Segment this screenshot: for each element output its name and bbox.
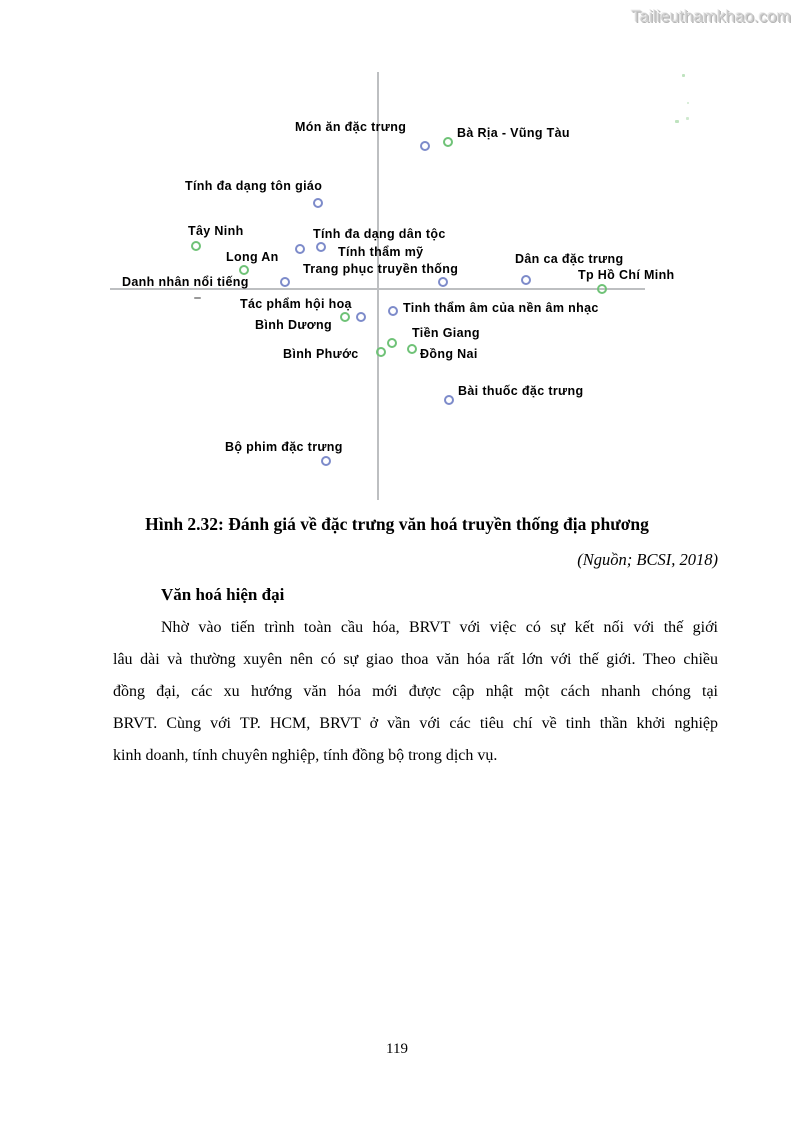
point-label: Tp Hồ Chí Minh bbox=[578, 268, 675, 282]
point-label: Tính đa dạng tôn giáo bbox=[185, 179, 323, 193]
point-label: Bình Dương bbox=[255, 318, 332, 332]
attribute-point bbox=[313, 198, 323, 208]
paragraph-line: lâu dài và thường xuyên nên có sự giao thoa văn hóa rất lớn với thế giới. Theo chiều bbox=[113, 651, 718, 668]
stray-mark bbox=[675, 120, 679, 123]
attribute-point bbox=[444, 395, 454, 405]
paragraph-line: BRVT. Cùng với TP. HCM, BRVT ở vần với các tiêu chí về tinh thần khởi nghiệp bbox=[113, 715, 718, 732]
source-note: (Nguồn; BCSI, 2018) bbox=[577, 550, 718, 569]
paragraph-line: kinh doanh, tính chuyên nghiệp, tính đồng bộ trong dịch vụ. bbox=[113, 747, 498, 764]
province-point bbox=[376, 347, 386, 357]
attribute-point bbox=[420, 141, 430, 151]
point-label: Trang phục truyền thống bbox=[303, 262, 459, 276]
point-label: Bà Rịa - Vũng Tàu bbox=[457, 126, 570, 140]
point-label: Tiền Giang bbox=[412, 326, 480, 340]
point-label: Bình Phước bbox=[283, 347, 359, 361]
province-point bbox=[340, 312, 350, 322]
stray-mark bbox=[686, 117, 689, 120]
attribute-point bbox=[295, 244, 305, 254]
point-label: Tinh thẩm âm của nền âm nhạc bbox=[403, 301, 599, 315]
body-paragraph bbox=[113, 612, 718, 772]
point-label: Dân ca đặc trưng bbox=[515, 252, 624, 266]
province-point bbox=[597, 284, 607, 294]
point-label: Bộ phim đặc trưng bbox=[225, 440, 343, 454]
y-axis-line bbox=[377, 72, 379, 500]
stray-mark bbox=[687, 102, 689, 104]
province-point bbox=[443, 137, 453, 147]
point-label: Tính đa dạng dân tộc bbox=[313, 227, 446, 241]
point-label: Danh nhân nổi tiếng bbox=[122, 275, 249, 289]
attribute-point bbox=[356, 312, 366, 322]
attribute-point bbox=[438, 277, 448, 287]
point-label: Tây Ninh bbox=[188, 224, 244, 238]
attribute-point bbox=[321, 456, 331, 466]
attribute-point bbox=[521, 275, 531, 285]
scatter-chart bbox=[0, 0, 794, 512]
attribute-point bbox=[316, 242, 326, 252]
paragraph-line: đồng đại, các xu hướng văn hóa mới được cập nhật một cách nhanh chóng tại bbox=[113, 683, 718, 700]
point-label: Tác phẩm hội hoạ bbox=[240, 297, 352, 311]
attribute-point bbox=[388, 306, 398, 316]
point-label: Bài thuốc đặc trưng bbox=[458, 384, 584, 398]
province-point bbox=[387, 338, 397, 348]
paragraph-line: Nhờ vào tiến trình toàn cầu hóa, BRVT với việc có sự kết nối với thế giới bbox=[161, 619, 718, 636]
page-number: 119 bbox=[386, 1041, 408, 1057]
point-label: Long An bbox=[226, 250, 279, 264]
point-label: Đồng Nai bbox=[420, 347, 478, 361]
attribute-point bbox=[280, 277, 290, 287]
province-point bbox=[191, 241, 201, 251]
province-point bbox=[239, 265, 249, 275]
point-label: Tính thẩm mỹ bbox=[338, 245, 424, 259]
section-heading: Văn hoá hiện đại bbox=[161, 585, 285, 604]
stray-mark bbox=[194, 297, 201, 299]
province-point bbox=[407, 344, 417, 354]
figure-caption: Hình 2.32: Đánh giá về đặc trưng văn hoá truyền thống địa phương bbox=[145, 514, 649, 534]
point-label: Món ăn đặc trưng bbox=[295, 120, 407, 134]
stray-mark bbox=[682, 74, 685, 77]
site-watermark: Tailieuthamkhao.com bbox=[631, 7, 791, 26]
